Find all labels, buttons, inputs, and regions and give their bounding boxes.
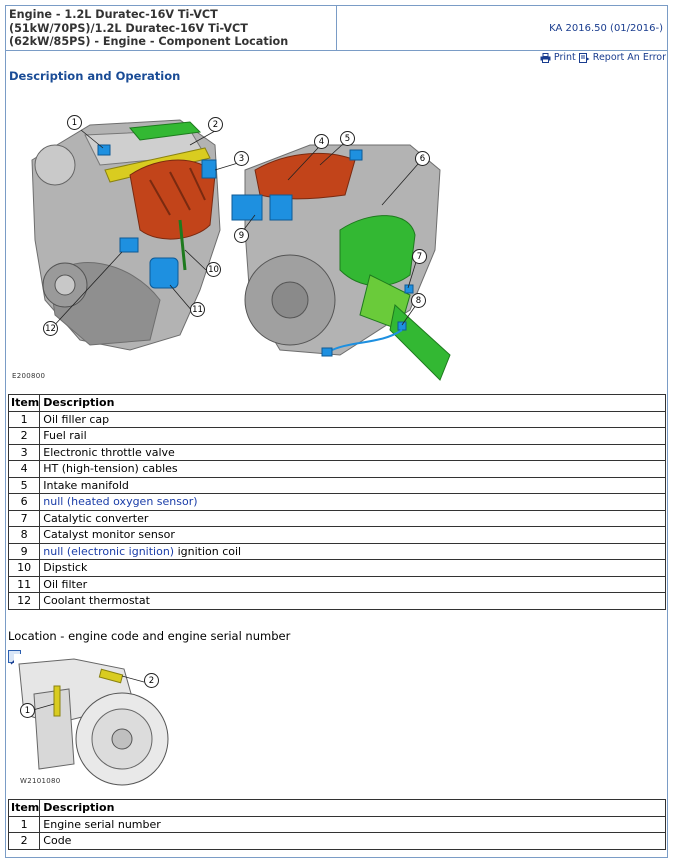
item-description: Catalytic converter	[40, 510, 666, 527]
table-row	[9, 510, 666, 527]
callout-1: 1	[67, 115, 82, 130]
table-row	[9, 461, 666, 478]
item-number: 11	[9, 576, 40, 593]
engine-component-illustration	[10, 100, 455, 385]
location-caption: Location - engine code and engine serial number	[8, 629, 291, 643]
item-description: Code	[40, 833, 666, 850]
callout-12: 12	[43, 321, 58, 336]
page-title: Engine - 1.2L Duratec-16V Ti-VCT (51kW/70PS)/1.2L Duratec-16V Ti-VCT (62kW/85PS) - Engine - Component Location	[6, 6, 337, 50]
item-number: 2	[9, 428, 40, 445]
item-description: Electronic throttle valve	[40, 444, 666, 461]
item-number: 12	[9, 593, 40, 610]
item-number: 9	[9, 543, 40, 560]
print-link[interactable]: Print	[553, 52, 576, 63]
table-row	[9, 477, 666, 494]
item-number: 2	[9, 833, 40, 850]
figure1-id: E200800	[12, 372, 46, 380]
item-description: Fuel rail	[40, 428, 666, 445]
item-description: Dipstick	[40, 560, 666, 577]
document-header	[5, 5, 668, 51]
item-number: 1	[9, 411, 40, 428]
callout-7: 7	[412, 249, 427, 264]
item-description	[40, 494, 666, 511]
printer-icon[interactable]	[540, 53, 551, 63]
table-header-row	[9, 395, 666, 412]
callout-9: 9	[234, 228, 249, 243]
item-description: Catalyst monitor sensor	[40, 527, 666, 544]
item-number: 3	[9, 444, 40, 461]
figure2-id: W2101080	[20, 777, 61, 785]
item-column-header: Item	[9, 395, 40, 412]
description-column-header: Description	[40, 395, 666, 412]
item-number: 8	[9, 527, 40, 544]
glossary-link[interactable]: null (heated oxygen sensor)	[43, 495, 198, 509]
table-row	[9, 543, 666, 560]
table-header-row	[9, 800, 666, 817]
callout-11: 11	[190, 302, 205, 317]
table-row	[9, 444, 666, 461]
report-error-icon[interactable]	[579, 53, 590, 63]
callout-1: 1	[20, 703, 35, 718]
callout-6: 6	[415, 151, 430, 166]
component-table	[8, 394, 666, 610]
item-column-header: Item	[9, 800, 40, 817]
toolbar	[540, 52, 666, 63]
table-row	[9, 428, 666, 445]
item-description: Oil filler cap	[40, 411, 666, 428]
item-number: 10	[9, 560, 40, 577]
item-description	[40, 543, 666, 560]
section-heading: Description and Operation	[9, 69, 181, 83]
item-description: Oil filter	[40, 576, 666, 593]
table-row	[9, 576, 666, 593]
model-reference: KA 2016.50 (01/2016-)	[549, 22, 663, 34]
engine-illustration-svg	[10, 100, 455, 385]
table-row	[9, 816, 666, 833]
item-number: 4	[9, 461, 40, 478]
callout-8: 8	[411, 293, 426, 308]
table-row	[9, 833, 666, 850]
table-row	[9, 560, 666, 577]
serial-table	[8, 799, 666, 850]
callout-10: 10	[206, 262, 221, 277]
item-description: Coolant thermostat	[40, 593, 666, 610]
description-suffix: ignition coil	[174, 544, 242, 558]
item-description: Intake manifold	[40, 477, 666, 494]
item-description: Engine serial number	[40, 816, 666, 833]
table-row	[9, 527, 666, 544]
report-error-link[interactable]: Report An Error	[592, 52, 666, 63]
callout-5: 5	[340, 131, 355, 146]
callout-3: 3	[234, 151, 249, 166]
callout-2: 2	[208, 117, 223, 132]
item-number: 1	[9, 816, 40, 833]
table-row	[9, 494, 666, 511]
serial-table-body	[9, 816, 666, 849]
glossary-link[interactable]: null (electronic ignition)	[43, 544, 175, 558]
callout-4: 4	[314, 134, 329, 149]
callout-2: 2	[144, 673, 159, 688]
description-column-header: Description	[40, 800, 666, 817]
item-number: 7	[9, 510, 40, 527]
engine-serial-illustration	[14, 654, 174, 788]
item-number: 6	[9, 494, 40, 511]
table-row	[9, 593, 666, 610]
table-row	[9, 411, 666, 428]
item-number: 5	[9, 477, 40, 494]
item-description: HT (high-tension) cables	[40, 461, 666, 478]
component-table-body	[9, 411, 666, 609]
